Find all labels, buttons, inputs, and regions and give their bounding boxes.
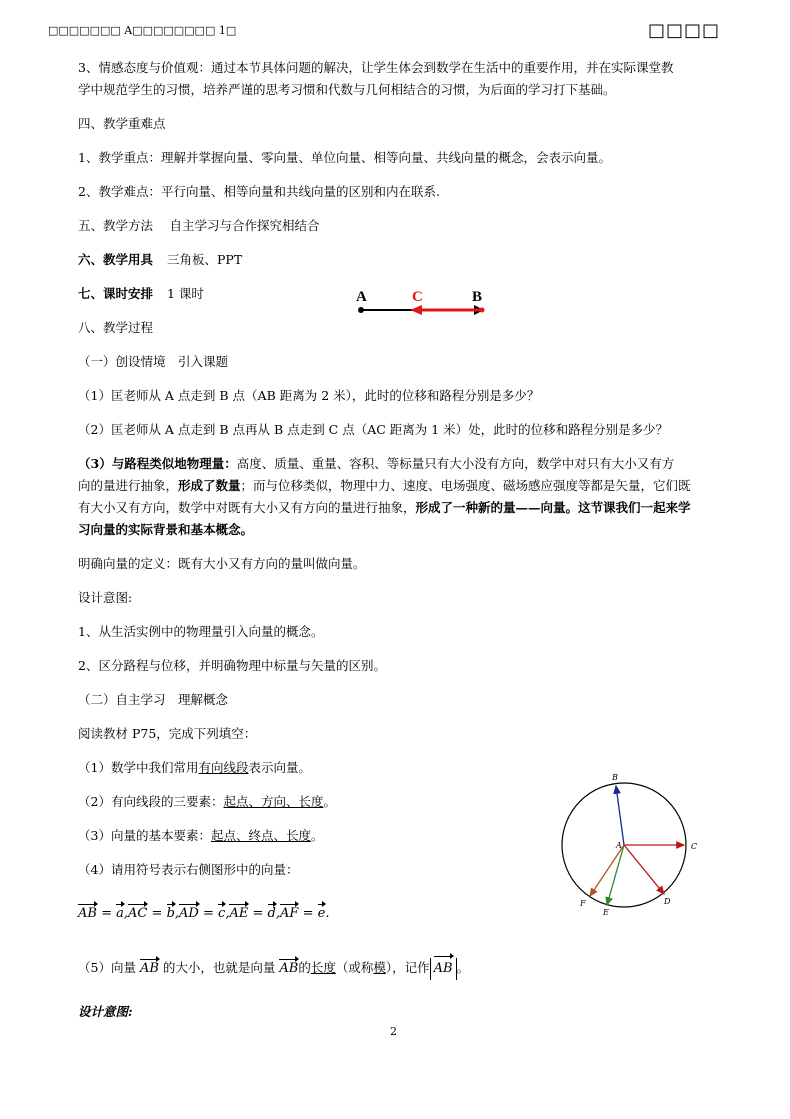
vector-ab [616,786,624,845]
fill-5-de: 的 [298,960,311,975]
fill-3-answer: 起点、终点、长度 [210,828,311,843]
reading-task: 阅读教材 P75，完成下列填空： [78,726,257,741]
fill-5-or: （或称 [335,960,374,975]
eq-1: = [101,906,112,921]
question-3-line4: 习向量的实际背景和基本概念。 [78,522,254,537]
fill-5-vec-ab-3: AB [434,958,453,980]
circle-label-f: F [580,899,586,908]
q3-bold-a: 形成了数量 [178,478,241,493]
circle-label-d: D [664,897,671,906]
comma-1: , [123,906,129,921]
fill-5-notation: ），记作 [385,960,430,975]
vec-a: a [116,906,124,921]
q3-text-a: 高度、质量、重量、容积、等标量只有大小没有方向，数学中对只有大小又有方 [236,456,675,471]
comma-2: , [174,906,180,921]
key-point: 1、教学重点：理解并掌握向量、零向量、单位向量、相等向量、共线向量的概念，会表示向量。 [78,150,611,165]
vec-af: AF [280,906,299,921]
line-diagram [350,284,500,320]
fill-1-prefix: （1）数学中我们常用 [78,760,199,775]
comma-3: , [225,906,230,921]
fill-1-suffix: 表示向量。 [248,760,311,775]
arrow-c [410,305,422,315]
label-b: B [472,289,483,305]
fill-2-prefix: （2）有向线段的三要素： [78,794,224,809]
fill-5-mid: 的大小，也就是向量 [162,960,276,975]
q3-text-b: 向的量进行抽象， [78,478,179,493]
vector-ae [607,845,624,905]
eq-2: = [151,906,163,921]
fill-5-prefix: （5）向量 [78,960,136,975]
circle-label-e: E [603,908,609,917]
section-5-heading: 五、教学方法 自主学习与合作探究相结合 [78,218,320,233]
fill-5 [78,958,469,980]
label-a: A [356,289,367,305]
fill-5-abs [430,958,457,980]
question-1: （1）匡老师从 A 点走到 B 点（AB 距离为 2 米），此时的位移和路程分别是多少？ [78,388,540,403]
fill-1-answer: 有向线段 [198,760,249,775]
section-4-heading: 四、教学重难点 [78,116,166,131]
header-right: □□□□ [648,20,721,41]
circle-label-c: C [691,842,698,851]
design-intent-2: 设计意图: [78,1004,133,1019]
q3-text-d: 有大小又有方向，数学中对既有大小又有方向的量进行抽象， [78,500,416,515]
question-3-line1 [78,456,674,472]
circle-label-a: A [616,841,622,850]
section-7-value: 1 课时 [167,286,204,301]
comma-4: , [275,906,281,921]
q3-text-c: ；而与位移类似，物理中力、速度、电场强度、磁场感应强度等都是矢量，它们既 [240,478,691,493]
question-3-line2 [78,478,691,494]
fill-3 [78,828,324,844]
fill-5-modulus: 模 [373,960,386,975]
vec-d: d [267,906,276,921]
section-7-label: 七、课时安排 [78,286,154,301]
subsection-1: （一）创设情境 引入课题 [78,354,229,369]
fill-5-vec-ab-1: AB [139,961,159,976]
difficult-point: 2、教学难点：平行向量、相等向量和共线向量的区别和内在联系. [78,184,440,199]
eq-5: = [302,906,314,921]
vec-c: c [218,906,226,921]
section-7-heading [78,286,204,302]
vec-ab: AB [78,906,97,921]
eq-3: = [203,906,214,921]
subsection-2: （二）自主学习 理解概念 [78,692,229,707]
fill-2-answer: 起点、方向、长度 [223,794,324,809]
vec-ad: AD [179,906,199,921]
fill-4: （4）请用符号表示右侧图形中的向量： [78,862,299,877]
label-c: C [412,289,423,305]
q3-lead: （3）与路程类似地物理量： [78,456,237,471]
point-a [358,307,364,313]
fill-5-vec-ab-2: AB [279,961,299,976]
fill-3-prefix: （3）向量的基本要素： [78,828,211,843]
period: . [325,906,330,921]
fill-5-end: 。 [456,960,470,975]
eq-4: = [252,906,264,921]
question-3-line3 [78,500,691,516]
fill-3-suffix: 。 [310,828,324,843]
vector-af [590,845,624,896]
fill-2-suffix: 。 [323,794,336,809]
design-point-2: 2、区分路程与位移，并明确物理中标量与矢量的区别。 [78,658,386,673]
question-2: （2）匡老师从 A 点走到 B 点再从 B 点走到 C 点（AC 距离为 1 米）处，此时的位移和路程分别是多少？ [78,422,669,437]
fill-1 [78,760,311,776]
vec-ac: AC [128,906,148,921]
vector-ad [624,845,664,894]
section-8-heading: 八、教学过程 [78,320,154,335]
fill-2 [78,794,336,810]
vec-ae: AE [229,906,249,921]
circle-vector-diagram [552,768,712,920]
point-b [480,308,485,313]
emotion-goal-line1: 3、情感态度与价值观：通过本节具体问题的解决，让学生体会到数学在生活中的重要作用，并在实际课堂教 [78,60,674,75]
vec-e: e [317,906,326,921]
q3-bold-b: 形成了一种新的量——向量。这节课我们一起来学 [415,500,691,515]
fill-5-length: 长度 [310,960,336,975]
header-left: □□□□□□□ A□□□□□□□□ 1□ [48,24,237,37]
section-6-label: 六、教学用具 [78,252,154,267]
emotion-goal-line2: 学中规范学生的习惯，培养严谨的思考习惯和代数与几何相结合的习惯，为后面的学习打下基础。 [78,82,616,97]
vector-equations [78,906,329,922]
page-number: 2 [390,1025,397,1038]
circle-label-b: B [612,773,618,782]
section-6-value: 三角板、PPT [167,252,243,267]
section-6-heading [78,252,242,268]
design-point-1: 1、从生活实例中的物理量引入向量的概念。 [78,624,324,639]
design-intent-1: 设计意图: [78,590,133,605]
vec-b: b [166,906,175,921]
vector-definition: 明确向量的定义：既有大小又有方向的量叫做向量。 [78,556,366,571]
